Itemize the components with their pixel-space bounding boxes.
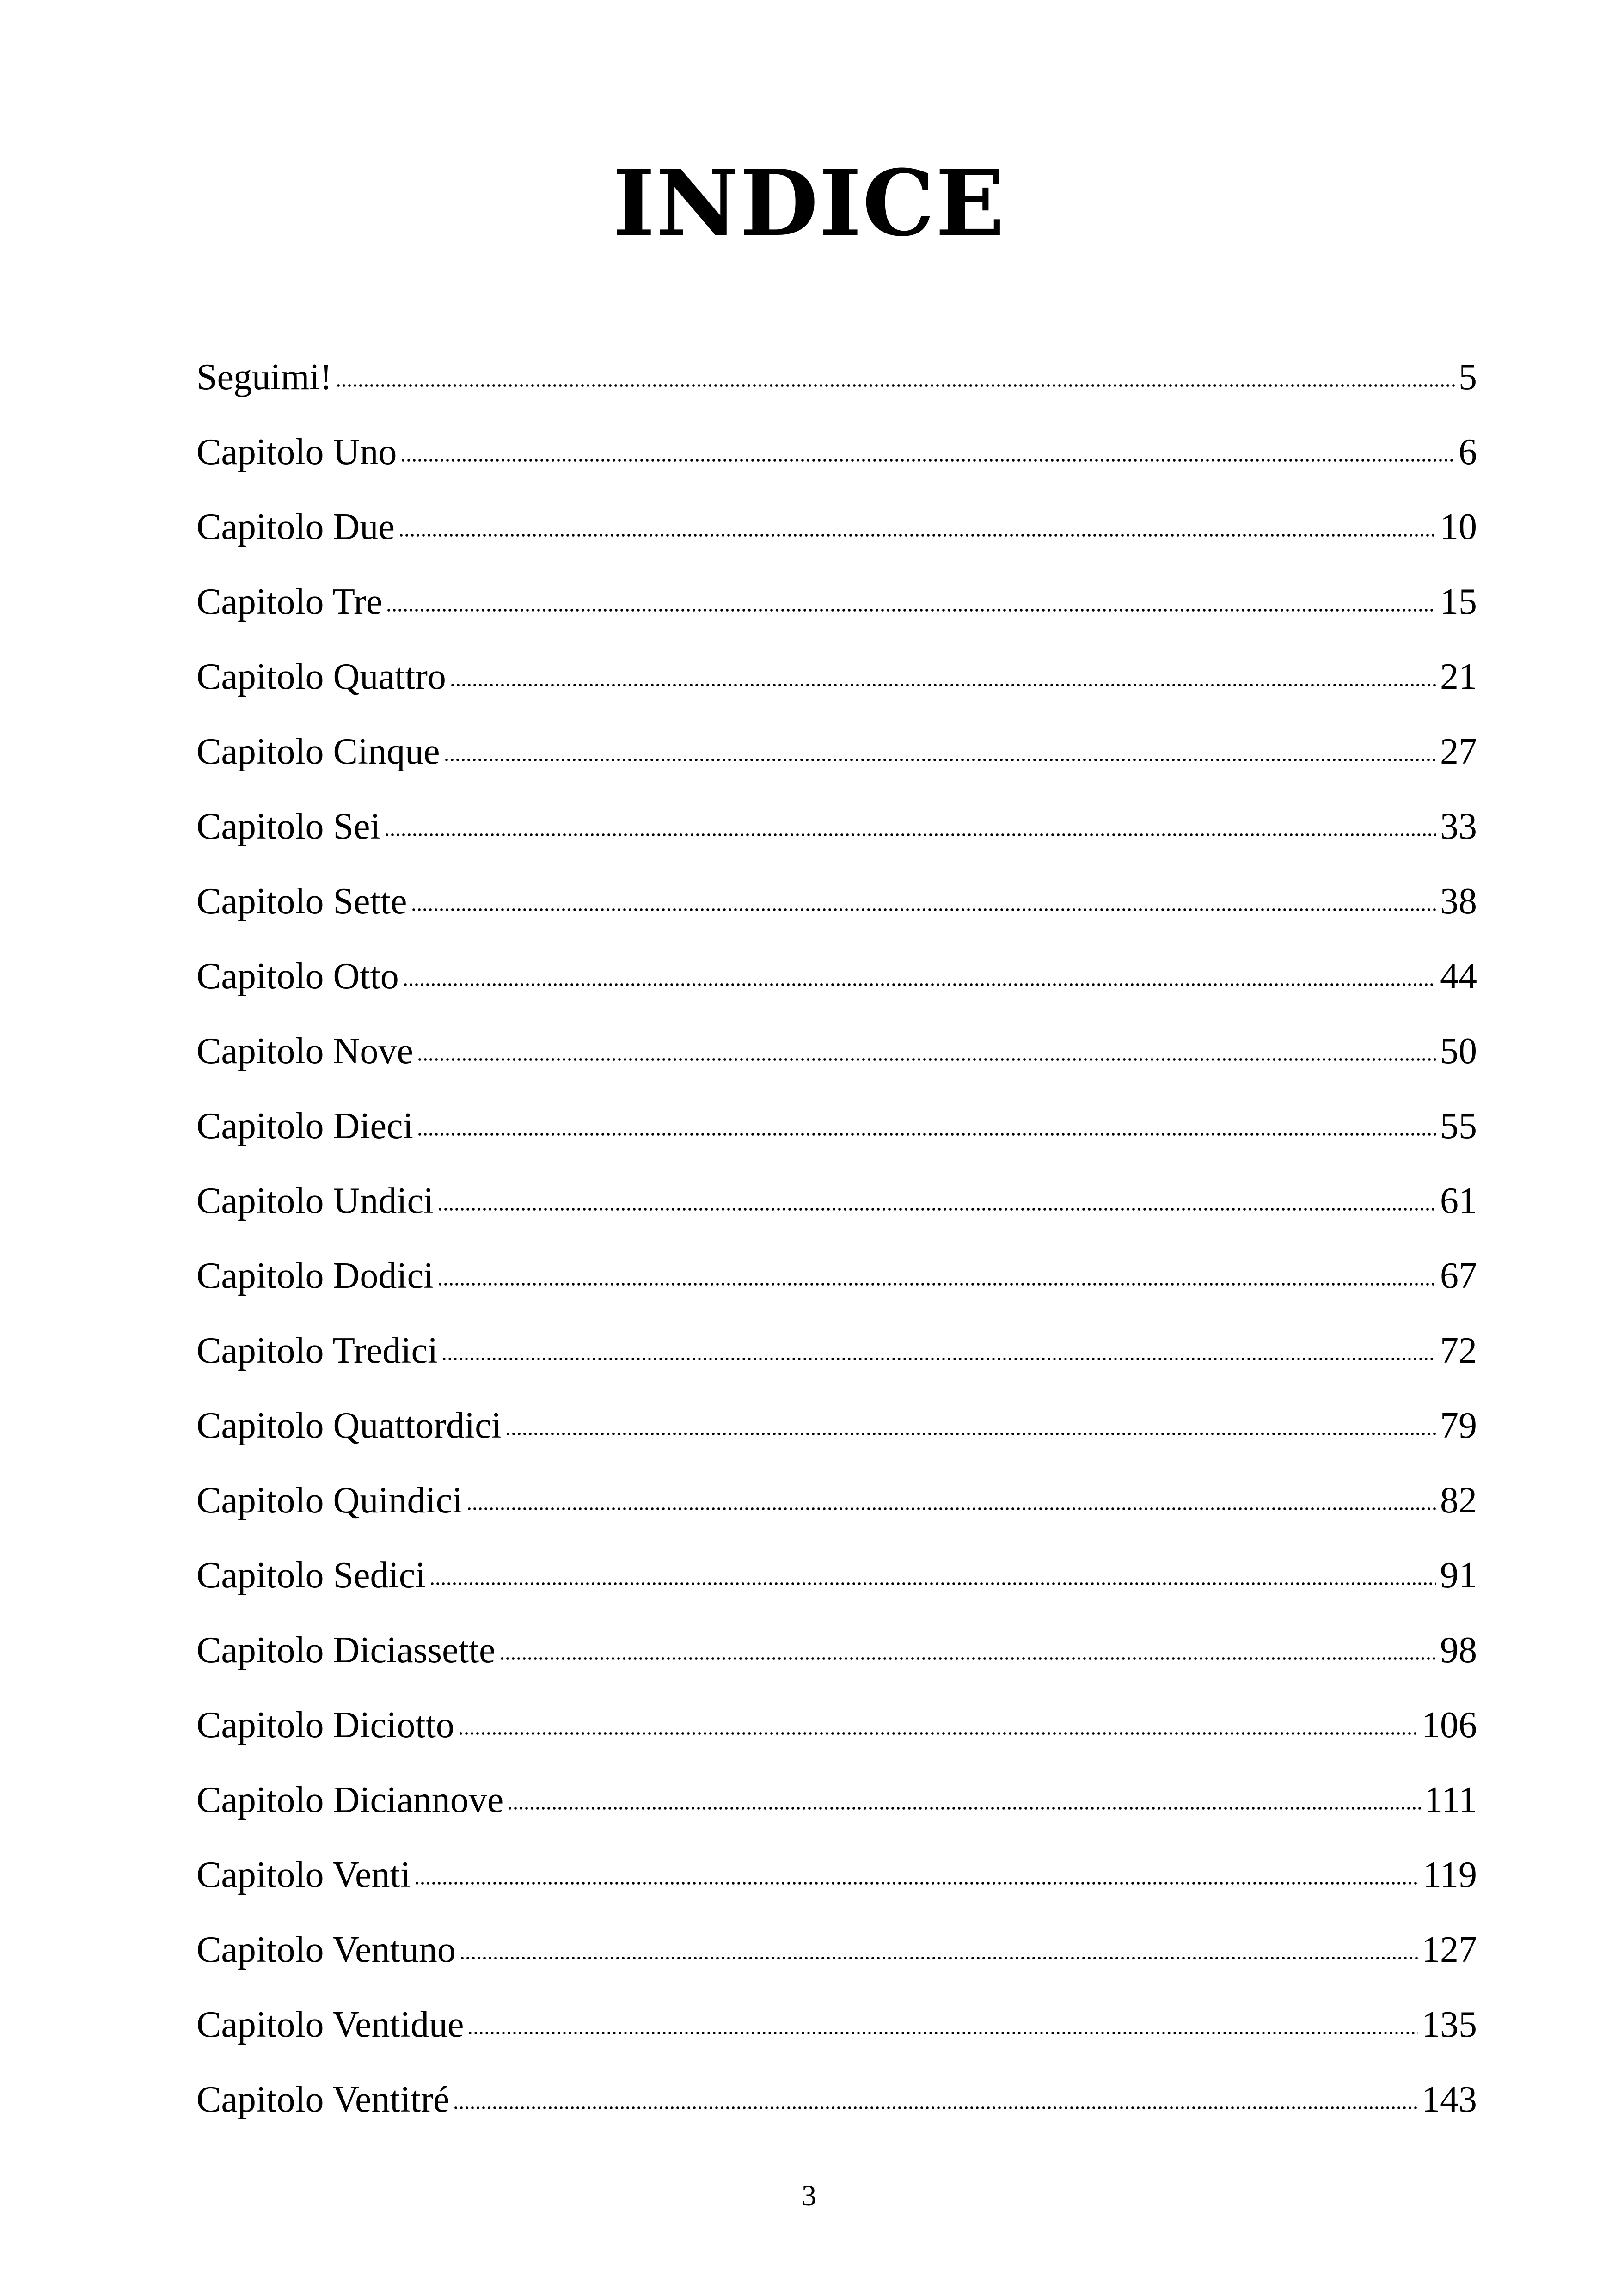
dot-leader xyxy=(403,978,1436,991)
dot-leader xyxy=(400,454,1455,467)
toc-entry-label: Capitolo Diciassette xyxy=(196,1630,496,1671)
toc-entry-page-number: 27 xyxy=(1440,731,1477,772)
toc-entry[interactable] xyxy=(196,1388,1477,1463)
toc-entry-page-number: 50 xyxy=(1440,1031,1477,1071)
toc-entry-page-number: 127 xyxy=(1422,1929,1477,1970)
dot-leader xyxy=(398,529,1436,542)
toc-entry-page-number: 55 xyxy=(1440,1106,1477,1146)
toc-entry-label: Capitolo Diciotto xyxy=(196,1705,454,1745)
toc-entry[interactable] xyxy=(196,340,1477,415)
toc-entry-page-number: 72 xyxy=(1440,1330,1477,1371)
page-title: INDICE xyxy=(613,150,1005,257)
dot-leader xyxy=(336,379,1455,392)
dot-leader xyxy=(386,604,1436,617)
toc-entry-page-number: 6 xyxy=(1459,432,1477,472)
toc-entry[interactable] xyxy=(196,415,1477,490)
toc-entry-page-number: 61 xyxy=(1440,1181,1477,1221)
dot-leader xyxy=(417,1053,1436,1066)
toc-entry[interactable] xyxy=(196,564,1477,639)
dot-leader xyxy=(429,1577,1436,1590)
toc-entry-page-number: 33 xyxy=(1440,806,1477,847)
dot-leader xyxy=(466,1502,1436,1515)
toc-entry[interactable] xyxy=(196,1163,1477,1238)
toc-entry-label: Capitolo Dieci xyxy=(196,1106,413,1146)
toc-entry[interactable] xyxy=(196,1688,1477,1763)
toc-entry-label: Capitolo Tre xyxy=(196,582,383,622)
toc-entry[interactable] xyxy=(196,1987,1477,2062)
toc-entry-page-number: 135 xyxy=(1422,2004,1477,2045)
toc-entry[interactable] xyxy=(196,1763,1477,1837)
toc-entry[interactable] xyxy=(196,490,1477,564)
toc-entry[interactable] xyxy=(196,639,1477,714)
toc-entry-label: Seguimi! xyxy=(196,357,332,398)
dot-leader xyxy=(437,1278,1436,1291)
toc-entry-page-number: 21 xyxy=(1440,656,1477,697)
toc-entry-label: Capitolo Quattro xyxy=(196,656,446,697)
toc-entry-label: Capitolo Venti xyxy=(196,1855,411,1895)
toc-entry[interactable] xyxy=(196,1837,1477,1912)
toc-entry-page-number: 15 xyxy=(1440,582,1477,622)
toc-entry-label: Capitolo Uno xyxy=(196,432,397,472)
toc-entry-label: Capitolo Undici xyxy=(196,1181,434,1221)
dot-leader xyxy=(460,1952,1418,1965)
toc-entry-page-number: 79 xyxy=(1440,1405,1477,1446)
toc-entry[interactable] xyxy=(196,714,1477,789)
dot-leader xyxy=(441,1353,1436,1365)
toc-entry-label: Capitolo Nove xyxy=(196,1031,413,1071)
toc-entry-page-number: 143 xyxy=(1422,2079,1477,2120)
toc-entry-label: Capitolo Tredici xyxy=(196,1330,438,1371)
toc-entry-page-number: 106 xyxy=(1422,1705,1477,1745)
toc-entry-page-number: 10 xyxy=(1440,507,1477,547)
toc-entry-page-number: 67 xyxy=(1440,1255,1477,1296)
toc-entry-label: Capitolo Ventitré xyxy=(196,2079,450,2120)
dot-leader xyxy=(437,1203,1436,1216)
toc-entry-label: Capitolo Ventidue xyxy=(196,2004,464,2045)
toc-entry-page-number: 5 xyxy=(1459,357,1477,398)
table-of-contents xyxy=(196,340,1477,2137)
toc-entry-label: Capitolo Quindici xyxy=(196,1480,463,1521)
toc-entry-label: Capitolo Otto xyxy=(196,956,399,997)
dot-leader xyxy=(450,679,1436,692)
dot-leader xyxy=(414,1877,1419,1890)
page-number: 3 xyxy=(802,2179,816,2212)
toc-entry[interactable] xyxy=(196,1238,1477,1313)
toc-entry[interactable] xyxy=(196,1538,1477,1613)
dot-leader xyxy=(444,753,1436,766)
toc-entry-page-number: 111 xyxy=(1424,1780,1477,1820)
toc-entry[interactable] xyxy=(196,1313,1477,1388)
toc-entry[interactable] xyxy=(196,2062,1477,2137)
toc-entry-label: Capitolo Sedici xyxy=(196,1555,426,1596)
toc-entry[interactable] xyxy=(196,864,1477,939)
dot-leader xyxy=(467,2027,1418,2039)
toc-entry[interactable] xyxy=(196,789,1477,864)
toc-entry-page-number: 98 xyxy=(1440,1630,1477,1671)
toc-entry-label: Capitolo Sette xyxy=(196,881,407,922)
toc-entry[interactable] xyxy=(196,1463,1477,1538)
dot-leader xyxy=(384,828,1436,841)
toc-entry[interactable] xyxy=(196,1089,1477,1163)
dot-leader xyxy=(411,903,1436,916)
toc-entry-page-number: 91 xyxy=(1440,1555,1477,1596)
toc-entry-label: Capitolo Cinque xyxy=(196,731,440,772)
toc-entry-page-number: 119 xyxy=(1422,1855,1477,1895)
dot-leader xyxy=(453,2101,1418,2114)
dot-leader xyxy=(417,1128,1436,1141)
dot-leader xyxy=(499,1652,1436,1665)
toc-entry[interactable] xyxy=(196,939,1477,1014)
toc-entry-page-number: 44 xyxy=(1440,956,1477,997)
dot-leader xyxy=(458,1727,1418,1740)
toc-entry[interactable] xyxy=(196,1014,1477,1089)
toc-entry-label: Capitolo Quattordici xyxy=(196,1405,502,1446)
toc-entry-label: Capitolo Due xyxy=(196,507,395,547)
toc-entry-label: Capitolo Sei xyxy=(196,806,380,847)
toc-entry-page-number: 82 xyxy=(1440,1480,1477,1521)
toc-entry[interactable] xyxy=(196,1613,1477,1688)
toc-entry-page-number: 38 xyxy=(1440,881,1477,922)
dot-leader xyxy=(507,1802,1421,1815)
toc-entry-label: Capitolo Diciannove xyxy=(196,1780,504,1820)
dot-leader xyxy=(505,1427,1436,1440)
toc-entry-label: Capitolo Ventuno xyxy=(196,1929,456,1970)
toc-entry[interactable] xyxy=(196,1912,1477,1987)
toc-entry-label: Capitolo Dodici xyxy=(196,1255,434,1296)
